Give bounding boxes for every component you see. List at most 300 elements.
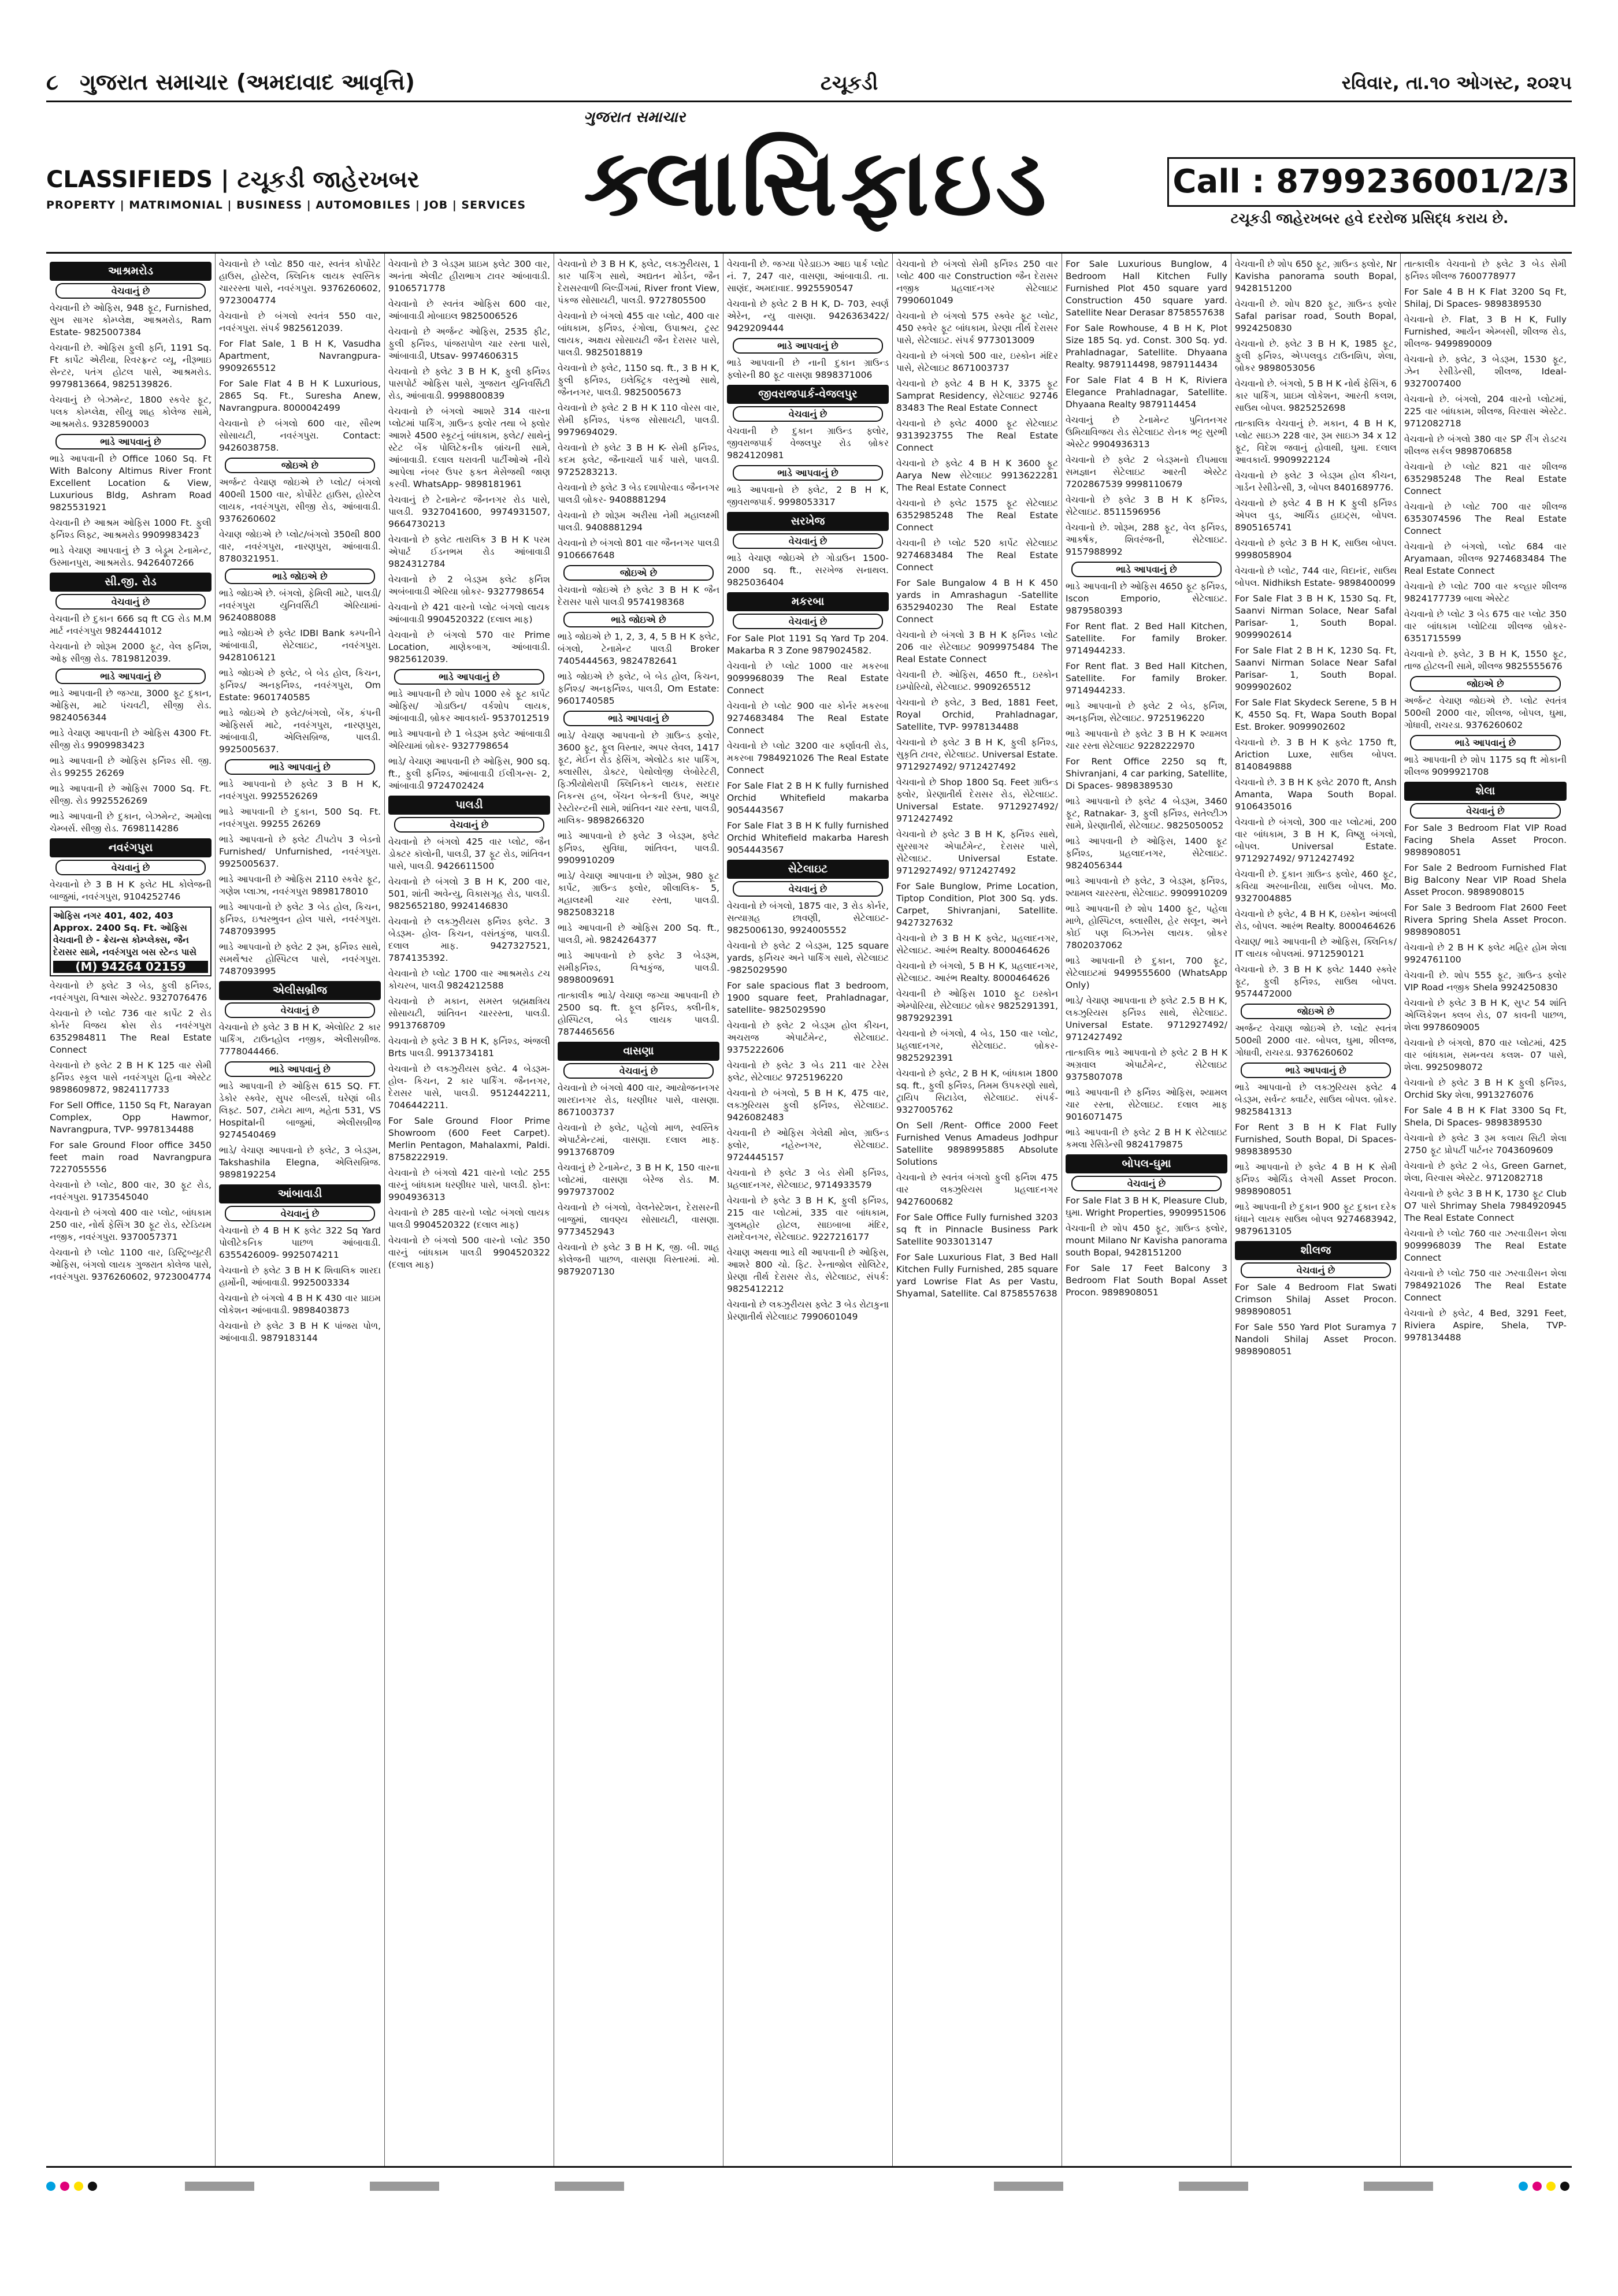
classified-ad: વેચવાનો છે ફ્લેટ 1575 ફૂટ સેટેલાઇટ 6352985248 The Real Estate Connect: [896, 498, 1058, 533]
classified-ad: For Sale 3 Bedroom Flat VIP Road Facing Shela Asset Procon. 9898908051: [1404, 823, 1567, 857]
classified-ad: For Sale 17 Feet Balcony 3 Bedroom Flat South Bopal Asset Procon. 9898908051: [1066, 1263, 1227, 1298]
classified-ad: વેચવાનું છે બેઝમેન્ટ, 1800 સ્કવેર ફૂટ, પલક કોમ્પ્લેક્ષ, સીયુ શાહ કોલેજ સામે, આશ્રમરોડ. 9328590003: [50, 395, 211, 429]
classified-ad: વેચવાની છે શોપ 450 ફૂટ, ગ્રાઉન્ડ ફ્લોર, mount Milano Nr Kavisha panorama south Bopal, 9428151200: [1066, 1223, 1227, 1258]
classified-ad: વેચવાનો છે ફ્લેટ 4000 ફૂટ સેટેલાઇટ 9313923755 The Real Estate Connect: [896, 418, 1058, 453]
column-1: [46, 254, 216, 2166]
page-header: [46, 65, 1572, 102]
classified-ad: ભાડે આપવાની છે ઓફિસ ફર્નિશ્ડ સી. જી. રોડ 99255 26269: [50, 756, 211, 778]
classified-ad: વેચવાનો છે ફ્લેટ 3 B H K, ફર્નિશ્ડ સાથે, સુરસાગર એપાર્ટમેન્ટ, દેરાસર પાસે, સેટેલાઇટ. Universal Estate. 9712927492/ 9712427492: [896, 829, 1058, 876]
classified-ad: ભાડે આપવાની છે દુકાન, 500 Sq. Ft. નવરંગપુરા. 99255 26269: [219, 807, 381, 829]
gray-bar: [1364, 2182, 1433, 2191]
call-number-box[interactable]: Call : 8799236001/2/3: [1167, 157, 1575, 207]
category-subheading: વેચવાનું છે: [1071, 1176, 1222, 1191]
classified-ad: વેચવાનો છે ફ્લેટ 2 બેડરૂમનો દીપમાલા સમજ્ઞાન સેટેલાઇટ આરતી એસ્ટેટ 7202867539 9998110679: [1066, 455, 1227, 489]
classified-ad: ભાડે આપવાની છે Office 1060 Sq. Ft With Balcony Altimus River Front Excellent Location & View, Luxurious Bldg, Ashram Road 9825531921: [50, 454, 211, 512]
magenta-dot: [1532, 2182, 1542, 2191]
classified-ad: વેચવાનો છે ફ્લેટ 3 B H K, ફુલી ફર્નિશ્ડ પાસપોર્ટ ઓફિસ પાસે, ગુજરાત યુનિવર્સિટી રોડ, આંબાવાડી. 9998800839: [388, 366, 550, 401]
category-subheading: વેચવાનું છે: [733, 533, 883, 549]
classifieds-categories: PROPERTY | MATRIMONIAL | BUSINESS | AUTOMOBILES | JOB | SERVICES: [46, 199, 526, 211]
classified-ad: વેચવાની છે. ઓફિસ, 4650 ft., ઇસ્કોન ઇમ્પોરિયો, સેટેલાઇટ. 9909265512: [896, 670, 1058, 692]
classified-ad: વેચવાનો છે પ્લોટ 3 બેડ 675 વાર પ્લોટ 350 વાર બાંધકામ પ્લોટિયા શીલજ બ્રોકર- 6351715599: [1404, 609, 1567, 644]
classified-ad: ભાડે/ વેચાણ આપવાનો છે ગ્રાઉન્ડ ફ્લોર, 3600 ફૂટ, ફૂલ વિસ્તાર, અપર લેવલ, 1417 ફૂટ, મેઈન રોડ ફેસિંગ, એલોટેડ કાર પાર્કિંગ, ક્લાસીસ, ડોક્ટર, પેથોલોજી લેબોરેટરી, ફિઝીયોથેરાપી ક્લિનિકને લાયક, સરદાર નિકન્સ હબ, બેંચન બેન્કની ઉપર, અપુર રેસ્ટોરન્ટની સામે, શાંતિવન ચાર રસ્તા, પાલડી, માલિક- 9898266320: [558, 730, 719, 826]
classified-ad: વેચવાનો છે ફ્લેટ 4 B H K 3600 ફૂટ Aarya New સેટેલાઇટ 9913622281 The Real Estate Connect: [896, 458, 1058, 493]
classified-ad: ભાડે આપવાની છે શોપ 1175 sq ft મોકાની શીલજ 9099921708: [1404, 755, 1567, 777]
classified-ad: વેચવાનો છે ફ્લેટ 3 B H K ફુલી ફર્નિશ્ડ, Orchid Sky શેલા, 9913276076: [1404, 1078, 1567, 1100]
classified-ad: વેચવાનો છે. 3 B H K ફ્લેટ 1440 સ્ક્વેર ફૂટ, ફુલી ફર્નિશ્ડ, સાઉથ બોપલ. 9574472000: [1235, 964, 1397, 999]
gray-bar: [994, 2182, 1063, 2191]
classified-ad: વેચવાનો છે બંગલો, 870 વાર પ્લોટમાં, 425 વાર બાંધકામ, સમન્વય કલશ- 07 પાસે, શેલા. 9925098072: [1404, 1038, 1567, 1072]
classified-ad: વેચવાનો છે પ્લોટ 700 વાર શીલજ 6353074596 The Real Estate Connect: [1404, 501, 1567, 536]
category-subheading: ભાડે આપવાનું છે: [1241, 1062, 1391, 1078]
category-subheading: ભાડે આપવાનું છે: [55, 668, 206, 684]
column-7: [1062, 254, 1231, 2166]
classified-ad: ભાડે આપવાની છે જગ્યા, 3000 ફૂટ દુકાન, ઓફિસ, માટે પંચવટી, સીજી રોડ. 9824056344: [50, 688, 211, 723]
classified-ad: ભાડે વેચાણ આપવાની છે ઓફિસ 4300 Ft. સીજી રોડ 9909983423: [50, 728, 211, 751]
classified-ad: For Sale Plot 1191 Sq Yard Tp 204. Makarba R 3 Zone 9879024582.: [727, 633, 889, 656]
classified-ad: વેચવાનો છે. બંગલો, 5 B H K નોર્થ ફેસિંગ, 6 કાર પાર્કિંગ, પ્રાઇમ લોકેશન, આરતી કલશ, સાઉથ બોપલ. 9825252698: [1235, 378, 1397, 413]
classified-ad: વેચવાનો છે 3 બેડરૂમ પ્રાઇમ ફ્લેટ 300 વાર, અનંતા એલીટ હીરાભાગ ટાવર આંબાવાડી. 9106571778: [388, 259, 550, 293]
classified-ad: વેચવાનો છે પ્લોટ 1000 વાર મકરબા 9099968039 The Real Estate Connect: [727, 661, 889, 696]
classified-ad: વેચવાની છે ઓફિસ, 948 ફૂટ, Furnished, સુખ સાગર કોમ્પ્લેક્ષ, આશ્રમરોડ, Ram Estate- 9825007384: [50, 303, 211, 337]
classified-ad: વેચવાનો છે બંગલો, 300 વાર પ્લોટમાં, 200 વાર બાંધકામ, 3 B H K, વિષ્ણુ બંગલો, બોપલ. Universal Estate. 9712927492/ 9712427492: [1235, 817, 1397, 864]
classified-ad: For Sale Rowhouse, 4 B H K, Plot Size 185 Sq. yd. Const. 300 Sq. yd. Prahladnagar, Satellite. Dhyaana Realty. 9879114498, 9879114434: [1066, 323, 1227, 370]
category-subheading: વેચવાનું છે: [55, 594, 206, 610]
classified-ad: ભાડે આપવાની છે ફર્નિશ્ડ ઓફિસ, શ્યામલ ચાર રસ્તા, સેટેલાઇટ. દલાલ માફ 9016071475: [1066, 1087, 1227, 1122]
classified-ad: For Flat Sale, 1 B H K, Vasudha Apartment, Navrangpura- 9909265512: [219, 339, 381, 373]
classified-ad: ભાડે આપવાનો છે 1 બેડરૂમ ફ્લેટ આંબાવાડી એરિયામાં બ્રોકર- 9327798654: [388, 729, 550, 751]
category-subheading: ભાડે જોઇએ છે: [225, 569, 375, 584]
classified-ad: વેચવાનો છે બંગલો આશરે 314 વારના પ્લોટમાં પાર્કિંગ, ગ્રાઉન્ડ ફ્લોર તથા બે ફ્લોર આશરે 4500 સ્કૂટનું બાંધકામ, ફ્લેટ/ સાથેનું સ્ટેટ બેંક પોલિટેકનીક બ્રાંચની સામે, આંબાવાડી. દલાલ ઘરાવતી પાર્ટીઓએ નીચે આપેલા નંબર ઉપર ફક્ત મેસેજથી જાણ કરવી. WhatsApp- 9898181961: [388, 406, 550, 489]
classified-ad: For Rent 3 B H K Flat Fully Furnished, South Bopal, Di Spaces- 9898389530: [1235, 1122, 1397, 1157]
classified-ad: વેચવાનો છે ફ્લેટ 2 બેડરૂમ, 125 square yards, ફર્નિચર અને પાર્કિંગ સાથે, સેટેલાઇટ -9825029590: [727, 941, 889, 975]
classifieds-big-title: ક્લાસિફાઇડ: [584, 128, 1050, 236]
classified-ad: For Sale Flat 3 B H K fully furnished Orchid Whitefield makarba Haresh 9054443567: [727, 820, 889, 855]
area-heading: સી.જી. રોડ: [50, 573, 211, 592]
classified-ad: વેચવાનો છે 3 B H K ફ્લેટ HL કોલેજની બાજુમાં, નવરંગપુરા, 9104252746: [50, 879, 211, 902]
classified-ad: વેચવાનો છે પ્લોટ 1100 વાર, ડિસ્ટ્રિબ્યૂટરી ઓફિસ, બંગલો લાયક ગુજરાત કોલેજ પાસે, નવરંગપુરા. 9376260602, 9723004774: [50, 1247, 211, 1282]
classified-ad: For Sell Office, 1150 Sq Ft, Narayan Complex, Opp Hawmor, Navrangpura, TVP- 9978134488: [50, 1100, 211, 1135]
classified-ad: વેચવાની છે દુકાન ગ્રાઉન્ડ ફ્લોર, જીવરાજપાર્ક વેજલપુર રોડ બ્રોકર 9824120981: [727, 426, 889, 460]
classified-ad: વેચવાનો છે 3 B H K ફ્લેટ, પ્રહલાદનગર, સેટેલાઇટ. આરંભ Realty. 8000464626: [896, 933, 1058, 956]
classified-ad: For Sale Office Fully furnished 3203 sq ft in Pinnacle Business Park Satellite 9033013147: [896, 1212, 1058, 1247]
classified-ad: અર્જન્ટ વેચાણ જોઇએ છે પ્લોટ/ બંગલો 400થી 1500 વાર, કોર્પોરેટ હાઉસ, હોસ્ટેલ લાયક, નવરંગપુરા, સીજી રોડ, આંબાવાડી. 9376260602: [219, 477, 381, 524]
classified-ad: ભાડે આપવાની છે દુકાન, 700 ફૂટ, સેટેલાઇટમાં 9499555600 (WhatsApp Only): [1066, 956, 1227, 990]
classified-ad: ભાડે જોઇએ છે ફ્લેટ, બે બેડ હોલ, કિચન, ફર્નિશ્ડ/ અનફર્નિશ્ડ, નવરંગપુરા, Om Estate: 9601740585: [219, 668, 381, 703]
black-dot: [88, 2182, 97, 2191]
classified-ad: વેચવાનું છે ટેનામેન્ટ, 3 B H K, 150 વારના પ્લોટમાં, વાસણા બેરેજ રોડ. M. 9979737002: [558, 1162, 719, 1197]
page-number-and-paper: [46, 69, 415, 95]
newspaper-logo: ગુજરાત સમાચાર: [584, 109, 686, 126]
classified-ad: વેચવાનો છે ફ્લેટ 3 બેડરૂમ હોલ કીચન, ગાર્ડન રેસીડેન્સી, 3, બોપલ 8401689776.: [1235, 470, 1397, 493]
category-subheading: જોઇએ છે: [563, 565, 714, 581]
classified-ad: વેચવાનો છે બંગલો 600 વાર, સૌરભ સોસાયટી, નવરંગપુરા. Contact: 9426038758.: [219, 418, 381, 453]
classified-ad: વેચવાનો છે મકાન, સમસ્ત બ્રહ્મક્ષત્રિય સોસાયટી, શાંતિવન ચારરસ્તા, પાલડી. 9913768709: [388, 996, 550, 1031]
boxed-ad: [50, 906, 211, 976]
classified-ad: ભાડે આપવાની છે નાની દુકાન ગ્રાઉન્ડ ફ્લોરની 80 ફૂટ વાસણા 9898371006: [727, 358, 889, 380]
classified-ad: વેચવાનો છે પ્લોટ 1700 વાર આશ્રમરોડ ટચ કોચરબ, પાલડી 9824212588: [388, 968, 550, 991]
classified-ad: ભાડે આપવાનો છે ફ્લેટ 2 રૂમ, ફર્નિશ્ડ સાથે, સમર્થેશ્વર હોસ્પિટલ પાસે, નવરંગપુરા. 7487093995: [219, 942, 381, 976]
classified-ad: વેચવાનો છે બંગલો, 5 B H K, 475 વાર, લક્ઝુરિયસ ફુલી ફર્નિશ્ડ, સેટેલાઇટ. 9426082483: [727, 1088, 889, 1123]
classified-ad: વેચવાનો છે લક્ઝુરીયસ ફર્નિશ્ડ ફ્લેટ. 3 બેડરૂમ- હોલ- કિચન, વસંતકુંજ, પાલડી. દલાલ માફ. 9427327521, 7874135392.: [388, 916, 550, 963]
classified-ad: For Rent flat. 2 Bed Hall Kitchen, Satellite. For family Broker. 9714944233.: [1066, 621, 1227, 656]
area-heading: બોપલ-ઘુમા: [1066, 1154, 1227, 1173]
classified-ad: For Sale Luxurious Flat, 3 Bed Hall Kitchen Fully Furnished, 285 square yard Lowrise Flat As per Vastu, Shyamal, Satellite. Cal 8758557638: [896, 1252, 1058, 1299]
classified-ad: વેચવાનો છે લક્ઝુરીયસ ફ્લેટ. 4 બેડરૂમ- હોલ- કિચન, 2 કાર પાર્કિંગ. જૈનનગર, દેરાસર પાસે, પાલડી. 9512442211, 7046442211.: [388, 1064, 550, 1110]
issue-date: રવિવાર, તા.૧૦ ઓગસ્ટ, ૨૦૨૫: [1341, 72, 1572, 94]
classified-ad: For Sale 4 Bedroom Flat Swati Crimson Shilaj Asset Procon. 9898908051: [1235, 1282, 1397, 1317]
classified-ad: વેચવાનો છે બંગલો, વેલનેસ્ટેશન, દેરાસરની બાજુમાં, લાવણ્ય સોસાયટી, વાસણા. 9773452943: [558, 1202, 719, 1237]
category-subheading: ભાડે જોઇએ છે: [563, 612, 714, 627]
classifieds-title: CLASSIFIEDS | ટચૂકડી જાહેરખબર: [46, 166, 420, 193]
classified-ad: વેચવાનો છે ફ્લેટ 3 B H K, સાઉથ બોપલ. 9998058904: [1235, 538, 1397, 560]
classified-ad: વેચવાનો છે બંગલો 455 વાર પ્લોટ, 400 વાર બાંધકામ, ફર્નિશ્ડ, રંગોલા, ઉપાશ્રય, ટ્રસ્ટ લાયક, અક્ષય સોસાયટી જૈન દેરાસર પાસે, પાલડી. 9825018819: [558, 311, 719, 358]
area-heading: મકરબા: [727, 592, 889, 611]
classified-ad: For Sale Flat 4 B H K Luxurious, 2865 Sq. Ft., Suresha Anew, Navrangpura. 8000042499: [219, 378, 381, 413]
classified-ad: વેચવાનો છે બંગલો 500 વારનો પ્લોટ 350 વારનું બાંધકામ પાલડી 9904520322 (દલાલ માફ): [388, 1235, 550, 1270]
classified-ad: વેચવાની છે ઓફિસ ગેલેક્ષી મોલ, ગ્રાઉન્ડ ફ્લોર, નહેરુનગર, સેટેલાઇટ. 9724445157: [727, 1128, 889, 1162]
classified-ad: વેચવાનો છે બંગલો સેમી ફર્નિશ્ડ 250 વાર પ્લોટ 400 વાર Construction જૈન દેરાસર નજીક પ્રહલાદનગર સેટેલાઇટ 7990601049: [896, 259, 1058, 306]
classified-ad: વેચવાનો છે 4 B H K ફ્લેટ 322 Sq Yard પોલીટેકનિક પાછળ આંબાવાડી. 6355426009- 9925074211: [219, 1225, 381, 1260]
classified-ad: ભાડે આપવાનો છે ફ્લેટ 3 બેડરૂમ, સમીફર્નિશ્ડ, વિશ્વકુંજ, પાલડી. 9898009691: [558, 950, 719, 985]
classified-ad: વેચવાનો છે પ્લોટ, 800 વાર, 30 ફૂટ રોડ, નવરંગપુરા. 9173545040: [50, 1180, 211, 1202]
classified-ad: For Sale 4 B H K Flat 3200 Sq Ft, Shilaj, Di Spaces- 9898389530: [1404, 287, 1567, 309]
classified-ad: વેચવાનો છે પ્લોટ 850 વાર, સ્વતંત્ર કોર્પોરેટ હાઉસ, હોસ્ટેલ, ક્લિનિક લાયક સ્વસ્તિક ચારરસ્તા પાસે, નવરંગપુરા. 9376260602, 9723004774: [219, 259, 381, 306]
classified-ad: ભાડે/ વેચાણ આપવાના છે ફ્લેટ 2.5 B H K, લક્ઝુરિયસ ફર્નિશ્ડ સાથે, સેટેલાઇટ. Universal Estate. 9712927492/ 9712427492: [1066, 995, 1227, 1042]
column-9: [1401, 254, 1570, 2166]
classified-ad: વેચવાની છે દુકાન 666 sq ft CG રોડ M.M માર્ટ નવરંગપુરા 9824441012: [50, 614, 211, 636]
classified-ad: ભાડે આપવાની છે દુકાન, બેઝમેન્ટ, અમોલા ચેમ્બર્સ. સીજી રોડ. 7698114286: [50, 811, 211, 834]
classified-ad: વેચવાનો છે ફ્લેટ 3 બેડ 211 વાર ટેરેસ ફ્લેટ, સેટેલાઇટ 9725196220: [727, 1060, 889, 1083]
classified-ad: વેચવાનો છે ફ્લેટ 3 B H K પાંજરા પોળ, આંબાવાડી. 9879183144: [219, 1321, 381, 1343]
classified-ad: વેચવાનો છે બંગલો 425 વાર પ્લોટ, જૈન ડોક્ટર કૉલોની, પાલડી, 37 ફૂટ રોડ, શાંતિવન પાસે, પાલડી. 9426611500: [388, 837, 550, 871]
category-subheading: જોઇએ છે: [1410, 676, 1561, 692]
classified-ad: વેચવાની છે આશ્રમ ઓફિસ 1000 Ft. ફુલી ફર્નિશ્ડ લિફ્ટ, આશ્રમરોડ 9909983423: [50, 518, 211, 540]
classified-ad: ભાડે જોઇએ છે ફ્લેટ/બંગલો, બેંક, કંપની ઓફિસર્સ માટે, નવરંગપુરા, નારણપુરા, આંબાવાડી, એલિસબ્રિજ, પાલડી. 9925005637.: [219, 708, 381, 755]
classified-ad: વેચવાનો છે 421 વારનો પ્લોટ બંગલો લાયક આંબાવાડી 9904520322 (દલાલ માફ): [388, 602, 550, 625]
column-4: [554, 254, 723, 2166]
classified-ad: વેચવાનો છે શોરૂમ 2000 ફૂટ, વેલ ફર્નિશ, ઓફ સીજી રોડ. 7819812039.: [50, 641, 211, 664]
classified-ad: ભાડે આપવાનો છે લક્ઝુરિયસ ફ્લેટ 4 બેડરૂમ, સર્વન્ટ ક્વાર્ટર, સાઉથ બોપલ. બ્રોકર. 9825841313: [1235, 1082, 1397, 1117]
classified-ad: વેચવાનો છે ફ્લેટ, 4 Bed, 3291 Feet, Riviera Aspire, Shela, TVP- 9978134488: [1404, 1308, 1567, 1343]
classified-ad: વેચવાનો છે પ્લોટ, 744 વાર, વિદાનંદ, સાઉથ બોપલ. Nidhiksh Estate- 9898400099: [1235, 566, 1397, 588]
classified-ad: ભાડે આપવાની છે શોપ 1000 સ્કે ફૂટ કાર્પેટ ઓફિસ/ ગોડાઉન/ વર્કશોપ લાયક, આંબાવાડી, બ્રોકર આવકાર્ય- 9537012519: [388, 689, 550, 723]
classified-ad: ભાડે આપવાની છે ઓફિસ 2110 સ્કવેર ફૂટ, ગણેશ પ્લાઝા, નવરંગપુરા 9898178010: [219, 874, 381, 897]
classified-ad: ભાડે આપવાની છે ઓફિસ 615 SQ. FT. ડેકોર સ્ક્વેર, સુપર બીલ્ડર્સ, ઘરેણાં બીડ લિફ્ટ. 507, ટામેટા માળ, મહેતા 531, VS Hospitalની બાજુમાં, એલીસબ્રીજ 9274540469: [219, 1081, 381, 1140]
classified-ad: વેચવાનો છે સ્વતંત્ર બંગલો ફુલી ફર્નિશ 475 વાર લક્ઝુરિયસ પ્રહલાદનગર 9427600682: [896, 1172, 1058, 1207]
magenta-dot: [60, 2182, 69, 2191]
classified-ad: વેચવાનો છે 285 વારનો પ્લોટ બંગલો લાયક પાલડી 9904520322 (દલાલ માફ): [388, 1208, 550, 1230]
category-subheading: વેચવાનું છે: [1241, 1262, 1391, 1278]
classified-ad: For Sale 550 Yard Plot Suramya 7 Nandoli Shilaj Asset Procon. 9898908051: [1235, 1322, 1397, 1357]
classified-ad: ભાડે આપવાનો છે ફ્લેટ 3 B H K શ્યામલ ચાર રસ્તા સેટેલાઇટ 9228222970: [1066, 729, 1227, 751]
classified-ad: ભાડે આપવાની છે ફ્લેટ 2 B H K સેટેલાઇટ કમલા રેસિડેન્સી 9824179875: [1066, 1127, 1227, 1150]
classified-ad: વેચવાનો છે બંગલો, 5 B H K, પ્રહલાદનગર, સેટેલાઇટ. આરંભ Realty. 8000464626: [896, 961, 1058, 983]
category-subheading: વેચવાનું છે: [1410, 803, 1561, 819]
column-3: [385, 254, 554, 2166]
category-subheading: વેચવાનું છે: [733, 881, 883, 897]
classified-ad: વેચવાનો છે શોરૂમ અરીસા નેમી મહાલક્ષ્મી પાલડી. 9408881294: [558, 510, 719, 533]
classified-ad: તાત્કાલીક ભાડે/ વેચાણ જગ્યા આપવાની છે 2500 sq. ft. ફૂલ ફર્નિશ્ડ, ક્લીનીક, હોસ્પિટલ, બેડ લાયક પાલડી. 7874465656: [558, 990, 719, 1037]
area-heading: વાસણા: [558, 1042, 719, 1061]
classified-ad: વેચવાનો છે ફ્લેટ 2 B H K, D- 703, સ્વર્ણ એરેન, ન્યુ વાસણા. 9426363422/ 9429209444: [727, 299, 889, 333]
classified-ad: વેચવાનો છે. બંગલો, 204 વારનો પ્લોટમાં, 225 વાર બાંધકામ, શીલજ, વિરવાસ એસ્ટેટ. 9712082718: [1404, 394, 1567, 429]
classified-ad: For Sale Flat Skydeck Serene, 5 B H K, 4550 Sq. Ft, Wapa South Bopal Est. Broker. 9099902602: [1235, 697, 1397, 732]
classified-ad: વેચવાનો છે બંગલો 380 વાર SP રીંગ રોડટચ શીલજ સર્કલ 9898706858: [1404, 434, 1567, 456]
classified-ad: વેચવાનો છે બંગલો 570 વાર Prime Location, માણેકબાગ, આંબાવાડી. 9825612039.: [388, 630, 550, 664]
classified-ad: વેચવાનો છે પ્લોટ 700 વાર કલ્હાર શીલજ 9824177739 બાલા એસ્ટેટ: [1404, 581, 1567, 604]
column-2: [216, 254, 385, 2166]
classified-ad: વેચવાની છે પ્લોટ 520 કાર્પેટ સેટેલાઇટ 9274683484 The Real Estate Connect: [896, 538, 1058, 573]
category-subheading: ભાડે આપવાનું છે: [394, 669, 544, 685]
page-number: ૮: [46, 69, 58, 95]
classified-ad: વેચવાનો છે ફ્લેટ 2 બેડરૂમ હોલ કીચન, અચરાજ એપાર્ટમેન્ટ, સેટેલાઇટ. 9375222606: [727, 1020, 889, 1055]
area-heading: આશ્રમરોડ: [50, 262, 211, 281]
classified-ad: વેચવાનો છે ફ્લેટ, 4 B H K, ઇસ્કોન આંબલી રોડ, બોપલ. આરંભ Realty. 8000464626: [1235, 909, 1397, 931]
classified-ad: વેચવાની છે શોપ 650 ફૂટ, ગ્રાઉન્ડ ફ્લોર, Nr Kavisha panorama south Bopal, 9428151200: [1235, 259, 1397, 293]
classified-ad: ભાડે જોઇએ છે ફ્લેટ IDBI Bank કમ્પનીને આંબાવાડી, સેટેલાઇટ, નવરંગપુરા. 9428106121: [219, 628, 381, 663]
category-subheading: વેચવાનું છે: [394, 817, 544, 833]
category-subheading: જોઇએ છે: [1241, 1004, 1391, 1019]
classified-ad: For Sale 3 Bedroom Flat 2600 Feet Rivera Spring Shela Asset Procon. 9898908051: [1404, 902, 1567, 937]
classified-ad: વેચવાનો છે. 3 B H K ફ્લેટ 1750 ft, Ariction Luxe, સાઉથ બોપલ. 8140849888: [1235, 737, 1397, 772]
paper-name: ગુજરાત સમાચાર (અમદાવાદ આવૃત્તિ): [80, 69, 415, 95]
area-heading: સરખેજ: [727, 512, 889, 531]
classified-ad: વેચવાનો છે ફ્લેટ તારાલિક 3 B H K પરમ એપાર્ટ ઈડનભમ રોડ આંબાવાડી 9824312784: [388, 534, 550, 569]
classified-ad: ભાડે આપવાની છે દુકાન 900 ફૂટ દુકાન દરેક ધંધાને લાયક સાઉથ બોપલ 9274683942, 9879613105: [1235, 1202, 1397, 1236]
classified-ad: વેચવાનો છે 3 B H K, ફ્લેટ, લક્ઝુરીયસ, 1 કાર પાર્કિંગ સાથે, અદ્યતન મોર્ડન, જૈન દેરાસરવાળી બિલ્ડીંગમાં, River front View, પંકજ સોસાયટી, પાલડી. 9727805500: [558, 259, 719, 306]
classified-ad: વેચવાની છે ઓફિસ 1010 ફૂટ ઇસ્કોન એમ્પોરિયા, સેટેલાઇટ બ્રોકર 9825291391, 9879292391: [896, 989, 1058, 1023]
area-heading: સેટેલાઇટ: [727, 860, 889, 879]
classified-ad: તાત્કાલિક વેચવાનું છે. મકાન, 4 B H K, પ્લોટ સાઇઝ 228 વાર, રૂમ સાઇઝ 34 x 12 ફૂટ, વિદેશ જવાનું હોવાથી, ઘુમા. દલાલ આવકાર્ય. 9909922124: [1235, 418, 1397, 465]
daily-publish-note: ટચૂકડી જાહેરખબર હવે દરરોજ પ્રસિદ્ધ કરાય છે.: [1230, 210, 1509, 226]
classified-ad: વેચવાનો છે બંગલો 500 વાર, ઇસ્કોન મંદિર પાસે, સેટેલાઇટ 8671003737: [896, 351, 1058, 373]
classified-ad: વેચવાનો છે ફ્લેટ 3 B H K ફર્નિશ્ડ, સેટેલાઇટ. 8511596956: [1066, 495, 1227, 517]
classified-ad: વેચવાનો છે સ્વતંત્ર ઓફિસ 600 વાર, આંબાવાડી મોબાઇલ 9825006526: [388, 299, 550, 321]
classified-ad: ભાડે આપવાની છે ઓફિસ, 1400 ફૂટ ફર્નિશ્ડ, પ્રહલાદનગર, સેટેલાઇટ. 9824056344: [1066, 836, 1227, 871]
classified-ad: વેચવાની છે. શોપ 820 ફૂટ, ગ્રાઉન્ડ ફ્લોર Safal parisar road, South Bopal, 9924250830: [1235, 299, 1397, 333]
classified-ad: વેચવાનો છે બંગલો, 1875 વાર, 3 રોડ કોર્નર, સત્યાગ્રહ છાવણી, સેટેલાઇટ- 9825006130, 9924005552: [727, 901, 889, 935]
category-subheading: જોઇએ છે: [225, 458, 375, 473]
classified-ad: For Sale 4 B H K Flat 3300 Sq Ft, Shela, Di Spaces- 9898389530: [1404, 1105, 1567, 1128]
classified-ad: વેચવાનો છે. ફ્લેટ, 3 બેડરૂમ, 1530 ફૂટ, ઝેન રેસીડેન્સી, શીલજ, Ideal- 9327007400: [1404, 354, 1567, 389]
classified-ad: ભાડે જોઇએ છે 1, 2, 3, 4, 5 B H K ફ્લેટ, બંગલો, ટેનામેન્ટ પાલડી Broker 7405444563, 9824782641: [558, 631, 719, 666]
classified-ad: વેચવાનો છે ફ્લેટ, 2 B H K, બાંધકામ 1800 sq. ft., ફુલી ફર્નિશ્ડ, તિમમ ઉપકરણો સાથે, ટ્રાયિપ સિટાડેલ, સેટેલાઇટ. સંપર્ક- 9327005762: [896, 1068, 1058, 1115]
classified-ad: વેચવાની છે. જગ્યા પેરેડાઇઝ આઇ પાર્ક પ્લોટ નં. 7, 247 વાર, વાસણા, આંબાવાડી. તા. સાણંદ, અમદાવાદ. 9925590547: [727, 259, 889, 293]
classified-ad: ભાડે જોઇએ છે. બંગલો, ફેમિલી માટે, પાલડી/ નવરંગપુરા યુનિવર્સિટી એરિયામાં- 9624088088: [219, 588, 381, 623]
classified-ad: ભાડે વેચાણ જોઇએ છે ગોડાઉન 1500- 2000 sq. ft., સરખેજ સનાથલ. 9825036404: [727, 553, 889, 588]
classified-ad: વેચવાનો છે. 3 B H K ફ્લેટ 2070 ft, Ansh Amanta, Wapa South Bopal. 9106435016: [1235, 777, 1397, 812]
classified-ad: વેચવાનો છે ફ્લેટ, 3 Bed, 1881 Feet, Royal Orchid, Prahladnagar, Satellite, TVP- 9978134488: [896, 697, 1058, 732]
classified-ad: વેચવાનો છે ફ્લેટ, પહેલો માળ, સ્વસ્તિક એપાર્ટમેન્ટમાં, વાસણા. દલાલ માફ. 9913768709: [558, 1123, 719, 1157]
classified-ad: For Rent flat. 3 Bed Hall Kitchen, Satellite. For family Broker. 9714944233.: [1066, 661, 1227, 696]
classified-ad: વેચવાનો છે બંગલો 4 B H K 430 વાર પ્રાઇમ લોકેશન આંબાવાડી. 9898403873: [219, 1293, 381, 1316]
classified-ad: For Sale Bungalow 4 B H K 450 yards in Amrashagun -Satellite 6352940230 The Real Estate Connect: [896, 578, 1058, 625]
area-heading: શેલા: [1404, 782, 1567, 801]
classified-ad: વેચવાનો છે 2 બેડરૂમ ફ્લેટ ફર્નિશ અબંબાવાડી એરિયા બ્રોકર- 9327798654: [388, 574, 550, 597]
classified-ad: વેચવાનું છે ટેનામેન્ટ પુનિતનગર ઉમિયાવિજય રોડ સેટેલાઇટ રોનક ભટ્ટ સુરભી એસ્ટેટ 9904936313: [1066, 415, 1227, 449]
classified-ad: વેચવાનો છે બંગલો 575 સ્ક્વેર ફૂટ પ્લોટ, 450 સ્ક્વેર ફૂટ બાંધકામ, પ્રેરણા તીર્થ દેરાસર પાસે, સેટેલાઇટ. સંપર્ક 9773013009: [896, 311, 1058, 345]
classified-ad: For Sale Flat 4 B H K, Riviera Elegance Prahladnagar, Satellite. Dhyaana Realty 9879114454: [1066, 375, 1227, 410]
category-subheading: વેચવાનું છે: [55, 860, 206, 875]
color-registration-strip: [46, 2174, 1572, 2199]
classified-ad: On Sell /Rent- Office 2000 Feet Furnished Venus Amadeus Jodhpur Satellite 9898995885 Absolute Solutions: [896, 1120, 1058, 1167]
classified-ad: તાત્કાલિક ભાડે આપવાનો છે ફ્લેટ 2 B H K અગ્રવાલ એપાર્ટમેન્ટ, સેટેલાઇટ 9375807078: [1066, 1047, 1227, 1082]
classified-ad: વેચવાનો છે ફ્લેટ 3 B H K, જી. બી. શાહ કોલેજની પાછળ, વાસણા વિસ્તારમાં. મો. 9879207130: [558, 1242, 719, 1277]
category-subheading: વેચવાનું છે: [733, 406, 883, 422]
black-dot: [1560, 2182, 1569, 2191]
area-heading: શીલજ: [1235, 1241, 1397, 1260]
classified-ad: For sale spacious flat 3 bedroom, 1900 square feet, Prahladnagar, satellite- 9825029590: [727, 980, 889, 1015]
classified-ad: ભાડે આપવાનો છે ફ્લેટ 3 બેડરૂમ, ફ્લેટ ફર્નિશ્ડ, સુવિધા, શાંતિવન, પાલડી. 9909910209: [558, 831, 719, 865]
classified-ad: વેચવાનો છે ફ્લેટ 2 બેડ, Green Garnet, શેલા, વિરવાસ એસ્ટેટ. 9712082718: [1404, 1161, 1567, 1183]
boxed-ad-text: ઓફિસ નગર 401, 402, 403 Approx. 2400 Sq. Ft. ઓફિસ વેચવાની છે - ક્રેયન્સ કોમ્પ્લેક્સ, જૈન દેરાસર સામે, નવરંગપુરા બસ સ્ટેન્ડ પાસે: [53, 911, 196, 957]
classified-ad: વેચવાનો છે. ફ્લેટ, 3 B H K, 1550 ફૂટ, તાજ હોટલની સામે, શીલજ 9825555676: [1404, 649, 1567, 671]
classified-ad: વેચવાની છે. દુકાન ગ્રાઉન્ડ ફ્લોર, 460 ફૂટ, કવિયા અરબાનીયા, સાઉથ બોપલ. Mo. 9327004885: [1235, 869, 1397, 904]
classified-ad: વેચાણ/ ભાડે આપવાની છે ઓફિસ, ક્લિનિક/ IT લાયક બોપલમાં. 9712590121: [1235, 937, 1397, 959]
column-8: [1231, 254, 1401, 2166]
classified-ad: ભાડે આપવાનો છે ફ્લેટ 3 B H K, નવરંગપુરા. 9925526269: [219, 779, 381, 801]
gray-bar: [555, 2182, 624, 2191]
classified-ad: અર્જન્ટ વેચાણ જોઇએ છે. પ્લોટ સ્વતંત્ર 500થી 2000 વાર, શીલજ, બોપલ, ઘુમા, ગોધાવી, રાચરડા. 9376260602: [1404, 696, 1567, 730]
classified-ad: વેચવાની છે. ઓફિસ ફુલી ફર્નિ, 1191 Sq. Ft કાર્પેટ એરીયા, રિવરફ્રન્ટ વ્યૂ, નીરૂભાઇ સેન્ટર, પતંગ હોટલ પાસે, આશ્રમરોડ. 9979813664, 9825139826.: [50, 343, 211, 389]
category-subheading: ભાડે આપવાનું છે: [225, 759, 375, 775]
area-heading: પાલડી: [388, 796, 550, 815]
classified-ad: વેચવાનો છે પ્લોટ 736 વાર કાર્પેટ 2 રોડ કોર્નર વિજય ક્રોસ રોડ નવરંગપુરા 6352984811 The Real Estate Connect: [50, 1008, 211, 1055]
classified-ad: For Sale Flat 2 B H K fully furnished Orchid Whitefield makarba 9054443567: [727, 781, 889, 815]
classified-ad: વેચવાનો છે બંગલો 3 B H K, 200 વાર, 501, શાંતી અવેન્યુ, વિકાસગૃહ રોડ, પાલડી. 9825652180, 9924146830: [388, 876, 550, 911]
classified-ad: વેચવાનો છે પ્લોટ 760 વાર ઝરવાડીસન શેલા 9099968039 The Real Estate Connect: [1404, 1228, 1567, 1263]
classified-ad: વેચવાનો છે બંગલો, પ્લોટ 684 વાર Aryamaan, શીલજ 9274683484 The Real Estate Connect: [1404, 541, 1567, 576]
classified-ad: વેચવાનો છે બંગલો 421 વારનો પ્લોટ 255 વારનું બાંધકામ ધરણીધર પાસે, પાલડી. ફોન: 9904936313: [388, 1168, 550, 1202]
classified-ad: For Sale Flat 3 B H K, Pleasure Club, ઘુમા. Wright Properties, 9909951506: [1066, 1195, 1227, 1218]
category-subheading: વેચવાનું છે: [55, 283, 206, 299]
gray-bar: [370, 2182, 439, 2191]
classified-ad: વેચવાનો છે ફ્લેટ 3 B H K, સુપ્ટ 54 શાંતિ એપ્લિકેશન ક્લબ રોડ, 07 કાવની પાછળ, શેલા 9978609005: [1404, 998, 1567, 1032]
category-subheading: ભાડે આપવાનું છે: [225, 1061, 375, 1077]
yellow-dot: [74, 2182, 83, 2191]
classified-ad: ભાડે આપવાની છે ઓફિસ 7000 Sq. Ft. સીજી. રોડ 9925526269: [50, 783, 211, 806]
classified-ad: વેચાણ જોઇએ છે પ્લોટ/બંગલો 350થી 800 વાર, નવરંગપુરા, નારણપુરા, આંબાવાડી. 8780321951.: [219, 529, 381, 564]
classified-ad: વેચવાનો છે બંગલો 400 વાર, આયોજનનગર શારદાનગર રોડ, ધરણીધર પાસે, વાસણા. 8671003737: [558, 1083, 719, 1117]
classified-ad: ભાડે આપવાનો છે ફ્લેટ 2 બેડ, ફર્નિશ, અનફર્નિશ, સેટેલાઇટ. 9725196220: [1066, 701, 1227, 723]
category-subheading: ભાડે આપવાનું છે: [733, 338, 883, 354]
classified-ad: વેચવાનો છે. શોરૂમ, 288 ફૂટ, વેલ ફર્નિશ્ડ, આકર્ષક, શિવરંજની, સેટેલાઇટ. 9157988992: [1066, 522, 1227, 557]
classified-ad: ભાડે/ વેચાણ આપવાના છે શોરૂમ, 980 ફૂટ કાર્પેટ, ગ્રાઉન્ડ ફ્લોર, શીલાલિક- 5, મહાલક્ષ્મી ચાર રસ્તા, પાલડી. 9825083218: [558, 871, 719, 917]
category-subheading: ભાડે આપવાનું છે: [1071, 562, 1222, 577]
classified-ad: વેચવાનો છે પ્લોટ 3200 વાર કર્ણાવતી રોડ, મકરબા 7984921026 The Real Estate Connect: [727, 741, 889, 775]
gray-bar: [1179, 2182, 1248, 2191]
classified-ad: વેચવાનો છે ફ્લેટ, 1150 sq. ft., 3 B H K, ફુલી ફર્નિશ્ડ, ઇલેક્ટ્રિક વસ્તુઓ સાથે, જૈનનગર, પાલડી. 9825005673: [558, 363, 719, 397]
classified-ad: વેચવાનો છે ફ્લેટ 2 B H K 125 વાર સેમી ફર્નિશ્ડ સ્કૂલ પાસે નવરંગપુરા હિના એસ્ટેટ 9898609872, 9824117733: [50, 1060, 211, 1095]
classified-ad: ભાડે આપવાનો છે ફ્લેટ 3 બેડ હોલ, કિચન, ફર્નિશ્ડ, ઇશ્વરભુવન હોલ પાસે, નવરંગપુરા. 7487093995: [219, 902, 381, 937]
classified-ad: વેચવાનો છે ફ્લેટ 3 બેડ દશાપોરવાડ જૈનનગર પાલડી બ્રોકર- 9408881294: [558, 482, 719, 505]
classified-ad: વેચવાનો જોઇએ છે ફ્લેટ 3 B H K જૈન દેરાસર પાસે પાલડી 9574198368: [558, 585, 719, 607]
classified-ad: વેચવાનો છે ફ્લેટ 3 બેડ સેમી ફર્નિશ્ડ, પ્રહલાદનગર, સેટેલાઇટ, 9714933579: [727, 1168, 889, 1190]
classified-ad: ભાડે/ વેચાણ આપવાની છે ઓફિસ, 900 sq. ft., ફુલી ફર્નિશ્ડ, આંબાવાડી ઈલીગન્સ- 2, આંબાવાડી 9724702424: [388, 756, 550, 791]
classified-ad: વેચવાનો છે લક્ઝુરીયસ ફ્લેટ 3 બેડ રોટાકુના પ્રેરણાતીર્થ સેટેલાઇટ 7990601049: [727, 1299, 889, 1322]
category-subheading: વેચવાનું છે: [733, 614, 883, 629]
classified-ad: ભાડે/ વેચાણ આપવાનો છે ફ્લેટ, 3 બેડરૂમ, Takshashila Elegna, એલિસબ્રિજ. 9898192254: [219, 1145, 381, 1180]
classified-columns: [46, 252, 1572, 2168]
classified-ad: અર્જન્ટ વેચાણ જોઇએ છે. પ્લોટ સ્વતંત્ર 500થી 2000 વાર. બોપલ, ઘુમા, શીલજ, ગોધાવી, રાચરડા. 9376260602: [1235, 1023, 1397, 1058]
classified-ad: વેચવાનો છે પ્લોટ 821 વાર શીલજ 6352985248 The Real Estate Connect: [1404, 462, 1567, 496]
classified-ad: ભાડે આપવાનો છે ફ્લેટ 4 બેડરૂમ, 3460 ફૂટ, Ratnakar- 3, ફુલી ફર્નિશ્ડ, સતેલ્ટીઝ સામે, પ્રેરણાતીર્થ, સેટેલાઇટ. 9825050052: [1066, 796, 1227, 831]
classified-ad: વેચવાનો છે ફ્લેટ 4 B H K, 3375 ફૂટ Samprat Residency, સેટેલાઇટ 92746 83483 The Real Estate Connect: [896, 378, 1058, 413]
classified-ad: વેચવાનો છે. ફ્લેટ 3 B H K, 1985 ફૂટ, ફુલી ફર્નિશ્ડ, એપ્પલવુડ ટાઉનશિપ, શેલા, બ્રોકર 9898053056: [1235, 339, 1397, 373]
classified-ad: ભાડે જોઇએ છે ફ્લેટ, બે બેડ હોલ, કિચન, ફર્નિશ્ડ/ અનફર્નિશ્ડ, પાલડી, Om Estate: 9601740585: [558, 671, 719, 706]
classified-ad: વેચવાનો છે ફ્લેટ 3 બેડ, ફુલી ફર્નિશ્ડ, નવરંગપુરા, વિશ્વાસ એસ્ટેટ. 9327076476: [50, 980, 211, 1003]
category-subheading: ભાડે આપવાનું છે: [1410, 735, 1561, 751]
column-5: [723, 254, 893, 2166]
classified-ad: For Rent Office 2250 sq ft, Shivranjani, 4 car parking, Satellite, Di Spaces- 9898389530: [1066, 756, 1227, 791]
classified-ad: વેચવાનો છે 2 B H K ફ્લેટ મહિર હોમ શેલા 9924761100: [1404, 942, 1567, 965]
section-name: ટચૂકડી: [821, 72, 878, 95]
boxed-ad-phone: (M) 94264 02159: [53, 961, 208, 973]
classified-ad: For Sale 2 Bedroom Furnished Flat Big Balcony Near VIP Road Shela Asset Procon. 9898908015: [1404, 863, 1567, 897]
category-subheading: વેચવાનું છે: [563, 1063, 714, 1079]
classified-ad: વેચાણ અથવા ભાડે થી આપવાની છે ઓફિસ, આશરે 800 ચો. ફિટ. રેન્તાજોલ સોલિટેર, પ્રેરણા તીર્થ દેરાસર રોડ, સેટેલાઇટ, સંપર્ક: 9825412212: [727, 1247, 889, 1294]
area-heading: આંબાવાડી: [219, 1184, 381, 1203]
classified-ad: ભાડે આપવાનો છે ફ્લેટ, 3 બેડરૂમ, ફર્નિશ્ડ, શ્યામલ ચારરસ્તા, સેટેલાઇટ. 9909910209: [1066, 876, 1228, 898]
classified-ad: વેચવાનો છે ફ્લેટ 3 B H K- સેમી ફર્નિશ્ડ, કદમ ફ્લેટ, જૈનાચાર્ય પાર્ક પાસે, પાલડી. 9725283213.: [558, 443, 719, 477]
yellow-dot: [1546, 2182, 1556, 2191]
area-heading: નવરંગપુરા: [50, 838, 211, 857]
classified-ad: વેચવાનો છે બંગલો 400 વાર પ્લોટ, બાંધકામ 250 વાર, નોર્થ ફેસિંગ 30 ફૂટ રોડ, સ્ટેડિયમ નજીક, નવરંગપુરા. 9370057371: [50, 1208, 211, 1242]
classified-ad: વેચવાની છે. શોપ 555 ફૂટ, ગ્રાઉન્ડ ફ્લોર VIP Road નજીક Shela 9924250830: [1404, 970, 1567, 993]
classified-ad: ભાડે આપવાની છે ઓફિસ 200 Sq. ft., પાલડી, મો. 9824264377: [558, 923, 719, 945]
classified-ad: For sale Ground Floor office 3450 feet main road Navrangpura 7227055556: [50, 1140, 211, 1175]
area-heading: જીવરાજપાર્ક-વેજલપુર: [727, 385, 889, 404]
classified-ad: વેચવાનો છે પ્લોટ 900 વાર કોર્નર મકરબા 9274683484 The Real Estate Connect: [727, 701, 889, 735]
gray-bar: [185, 2182, 254, 2191]
cyan-dot: [1519, 2182, 1528, 2191]
category-subheading: ભાડે આપવાનું છે: [733, 465, 883, 481]
classified-ad: વેચવાનો છે બંગલો સ્વતંત્ર 550 વાર, નવરંગપુરા. સંપર્ક 9825612039.: [219, 311, 381, 333]
classified-ad: વેચવાનો છે Shop 1800 Sq. Feet ગ્રાઉન્ડ ફ્લોર, પ્રેરણાતીર્થ દેરાસર રોડ, સેટેલાઇટ. Universal Estate. 9712927492/ 9712427492: [896, 777, 1058, 824]
cyan-dot: [46, 2182, 55, 2191]
category-subheading: વેચવાનું છે: [225, 1206, 375, 1221]
classified-ad: વેચવાનો છે બંગલો, 4 બેડ, 150 વાર પ્લોટ, પ્રહલાદનગર, સેટેલાઇટ. બ્રોકર- 9825292391: [896, 1028, 1058, 1063]
classified-ad: For Sale Flat 2 B H K, 1230 Sq. Ft, Saanvi Nirman Solace Near Safal Parisar- 1, South Bopal. 9099902602: [1235, 645, 1397, 692]
classified-ad: ભાડે આપવાની છે ઓફિસ 4650 ફૂટ ફર્નિશ્ડ, Iscon Emporio, સેટેલાઇટ. 9879580393: [1066, 581, 1227, 616]
classified-ad: For Sale Luxurious Bunglow, 4 Bedroom Hall Kitchen Fully Furnished Plot 450 square yard Construction 450 square yard. Satellite Near Derasar 8758557638: [1066, 259, 1227, 318]
classifieds-banner: [46, 109, 1572, 247]
classified-ad: ભાડે આપવાની છે શોપ 1400 ફૂટ, પહેલા માળે, હોસ્પિટલ, ક્લાસીસ, હેર સલૂન, અને કોઈ પણ બિઝનેસ લાયક. બ્રોકર 7802037062: [1066, 904, 1227, 950]
classified-ad: For Sale Ground Floor Prime Showroom (600 Feet Carpet). Merlin Pentagon, Mahalaxmi, Paldi. 8758222919.: [388, 1116, 550, 1162]
classified-ad: તાત્કાલીક વેચવાનો છે ફ્લેટ 3 બેડ સેમી ફર્નિશ્ડ શીલજ 7600778977: [1404, 259, 1567, 281]
classified-ad: વેચવાનો છે ફ્લેટ 3 B H K, 1730 ફૂટ Club O7 પાસે Shrimay Shela 7984920945 The Real Estate Connect: [1404, 1188, 1567, 1223]
classified-ad: વેચવાનો છે બંગલો 801 વાર જૈનનગર પાલડી 9106667648: [558, 538, 719, 560]
category-subheading: વેચવાનું છે: [225, 1002, 375, 1018]
classified-ad: વેચવાનો છે ફ્લેટ 3 B H K, ફર્નિશ્ડ, અંજલી Brts પાલડી. 9913734181: [388, 1036, 550, 1058]
classified-ad: ભાડે વેચાણ આપવાનું છે 3 બેડ્રૂમ ટેનામેન્ટ, ઉસ્માનપુરા, આશ્રમરોડ. 9426407266: [50, 545, 211, 568]
classified-ad: ભાડે આપવાનો છે ફ્લેટ, 2 B H K, જીવરાજપાર્ક. 9998053317: [727, 485, 889, 507]
classified-ad: વેચવાનો છે ફ્લેટ 3 B H K, ફુલી ફર્નિશ્ડ, સુકૃતિ ટાવર, સેટેલાઇટ. Universal Estate. 9712927492/ 9712427492: [896, 737, 1058, 772]
classified-ad: વેચવાનો છે ફ્લેટ 2 B H K 110 વોરસ વાર, સેમી ફર્નિશ્ડ, પંકજ સોસાયટી, પાલડી. 9979694029.: [558, 403, 719, 437]
column-6: [893, 254, 1062, 2166]
classified-ad: ભાડે આપવાનો છે ફ્લેટ 4 B H K સેમી ફર્નિશ્ડ ઓર્ચિડ લેગસી Asset Procon. 9898908051: [1235, 1162, 1397, 1197]
classified-ad: વેચવાનો છે. Flat, 3 B H K, Fully Furnished, આર્યન એમ્બસી, શીલજ રોડ, શીલજ- 9499890009: [1404, 314, 1567, 349]
classified-ad: વેચવાનો છે ફ્લેટ 3 રૂમ કલાય સિટી શેલા 2750 ફૂટ પ્રોપર્ટી પાર્ટનર 7043609609: [1404, 1133, 1567, 1156]
classified-ad: વેચવાનો છે અર્જન્ટ ઓફિસ, 2535 ફીટ, ફુલી ફર્નિશ્ડ, પાંજરાપોળ ચાર રસ્તા પાસે, આંબાવાડી, Utsav- 9974606315: [388, 326, 550, 361]
classified-ad: વેચવાનો છે ફ્લેટ 3 B H K શિવાલિક શારદા હાર્મોની, આંબાવાડી. 9925003334: [219, 1265, 381, 1288]
classified-ad: વેચવાનો છે પ્લોટ 750 વાર ઝરવાડીસન શેલા 7984921026 The Real Estate Connect: [1404, 1268, 1567, 1303]
classified-ad: For Sale Bunglow, Prime Location, Tiptop Condition, Plot 300 Sq. yds. Carpet, Shivranjani, Satellite. 9427327632: [896, 881, 1058, 928]
classified-ad: વેચવાનો છે ફ્લેટ 3 B H K, એલોરિટ 2 કાર પાર્કિંગ, ટાઉનહોલ નજીક, એલીસબ્રીજ. 7778044466.: [219, 1022, 381, 1057]
classified-ad: વેચવાનો છે ફ્લેટ 4 B H K ફુલી ફર્નિશ્ડ એપલ વુડ, આર્ચિડ હાઇટ્સ, બોપલ. 8905165741: [1235, 498, 1397, 533]
area-heading: એલીસબ્રીજ: [219, 981, 381, 1000]
category-subheading: ભાડે આપવાનું છે: [55, 434, 206, 449]
